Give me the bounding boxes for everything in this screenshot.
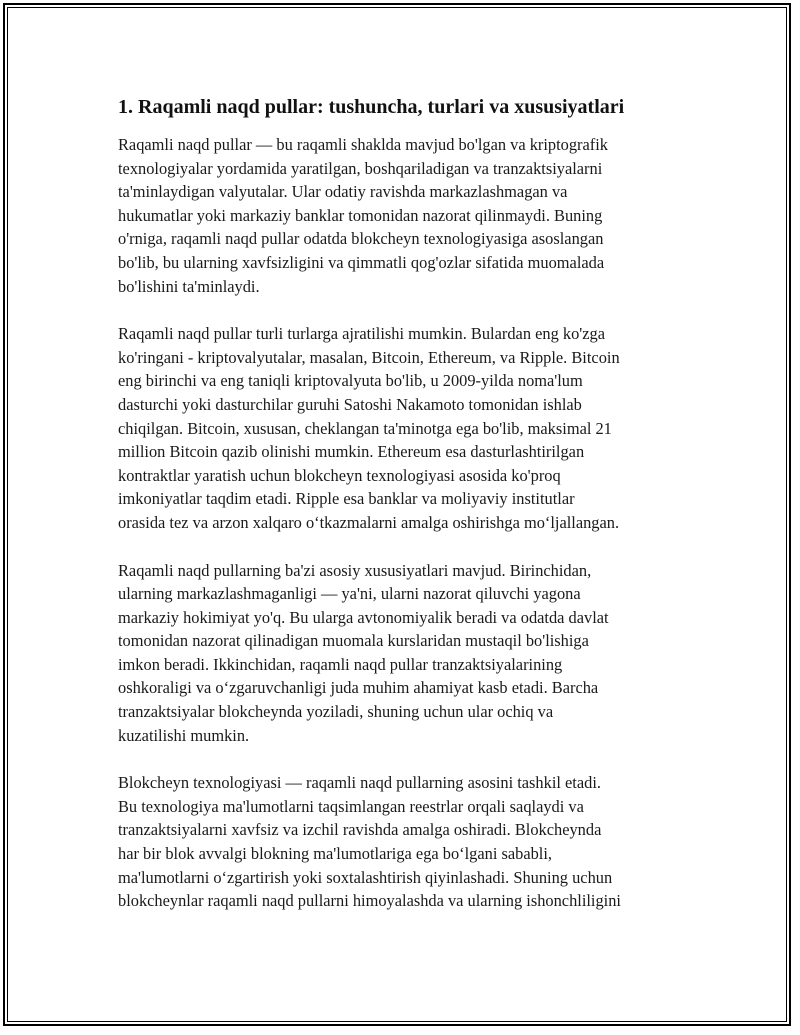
text-line: texnologiyalar yordamida yaratilgan, boshqariladigan va tranzaktsiyalarni xyxy=(118,158,603,178)
text-line: o'rniga, raqamli naqd pullar odatda blokcheyn texnologiyasiga asoslangan xyxy=(118,229,604,249)
paragraph-2 xyxy=(118,322,698,534)
text-line: ma'lumotlarni o‘zgartirish yoki soxtalashtirish qiyinlashadi. Shuning uchun xyxy=(118,867,613,887)
text-line: tranzaktsiyalar blokcheynda yoziladi, shuning uchun ular ochiq va xyxy=(118,702,554,722)
text-line: Raqamli naqd pullarning ba'zi asosiy xususiyatlari mavjud. Birinchidan, xyxy=(118,560,592,580)
text-line: kuzatilishi mumkin. xyxy=(118,725,250,745)
text-line: kontraktlar yaratish uchun blokcheyn texnologiyasi asosida ko'proq xyxy=(118,465,561,485)
text-line: eng birinchi va eng taniqli kriptovalyuta bo'lib, u 2009-yilda noma'lum xyxy=(118,371,583,391)
text-line: har bir blok avvalgi blokning ma'lumotlariga ega bo‘lgani sababli, xyxy=(118,844,553,864)
paragraphs-container xyxy=(118,133,698,913)
text-line: imkoniyatlar taqdim etadi. Ripple esa banklar va moliyaviy institutlar xyxy=(118,489,575,509)
text-line: dasturchi yoki dasturchilar guruhi Satoshi Nakamoto tomonidan ishlab xyxy=(118,394,582,414)
text-line: Raqamli naqd pullar turli turlarga ajratilishi mumkin. Bulardan eng ko'zga xyxy=(118,324,605,344)
text-line: million Bitcoin qazib olinishi mumkin. Ethereum esa dasturlashtirilgan xyxy=(118,442,585,462)
paragraph-3 xyxy=(118,559,698,748)
text-line: Blokcheyn texnologiyasi — raqamli naqd pullarning asosini tashkil etadi. xyxy=(118,773,601,793)
text-line: ta'minlaydigan valyutalar. Ular odatiy ravishda markazlashmagan va xyxy=(118,182,568,202)
text-line: markaziy hokimiyat yo'q. Bu ularga avtonomiyalik beradi va odatda davlat xyxy=(118,607,609,627)
paragraph-4 xyxy=(118,771,698,913)
paragraph-1 xyxy=(118,133,698,298)
text-line: hukumatlar yoki markaziy banklar tomonidan nazorat qilinmaydi. Buning xyxy=(118,205,603,225)
text-line: ularning markazlashmaganligi — ya'ni, ularni nazorat qiluvchi yagona xyxy=(118,584,581,604)
text-line: Bu texnologiya ma'lumotlarni taqsimlangan reestrlar orqali saqlaydi va xyxy=(118,796,584,816)
text-line: bo'lib, bu ularning xavfsizligini va qimmatli qog'ozlar sifatida muomalada xyxy=(118,252,605,272)
section-heading: 1. Raqamli naqd pullar: tushuncha, turlari va xususiyatlari xyxy=(118,96,625,118)
text-line: ko'ringani - kriptovalyutalar, masalan, Bitcoin, Ethereum, va Ripple. Bitcoin xyxy=(118,347,620,367)
text-line: blokcheynlar raqamli naqd pullarni himoyalashda va ularning ishonchliligini xyxy=(118,891,621,911)
text-line: tranzaktsiyalarni xavfsiz va izchil ravishda amalga oshiradi. Blokcheynda xyxy=(118,820,602,840)
document-body xyxy=(118,93,698,937)
text-line: orasida tez va arzon xalqaro o‘tkazmalarni amalga oshirishga mo‘ljallangan. xyxy=(118,512,620,532)
text-line: tomonidan nazorat qilinadigan muomala kurslaridan mustaqil bo'lishiga xyxy=(118,631,589,651)
text-line: bo'lishini ta'minlaydi. xyxy=(118,276,260,296)
text-line: Raqamli naqd pullar — bu raqamli shaklda mavjud bo'lgan va kriptografik xyxy=(118,135,608,154)
text-line: oshkoraligi va o‘zgaruvchanligi juda muhim ahamiyat kasb etadi. Barcha xyxy=(118,678,599,698)
text-line: chiqilgan. Bitcoin, xususan, cheklangan ta'minotga ega bo'lib, maksimal 21 xyxy=(118,418,612,438)
text-line: imkon beradi. Ikkinchidan, raqamli naqd pullar tranzaktsiyalarining xyxy=(118,654,563,674)
